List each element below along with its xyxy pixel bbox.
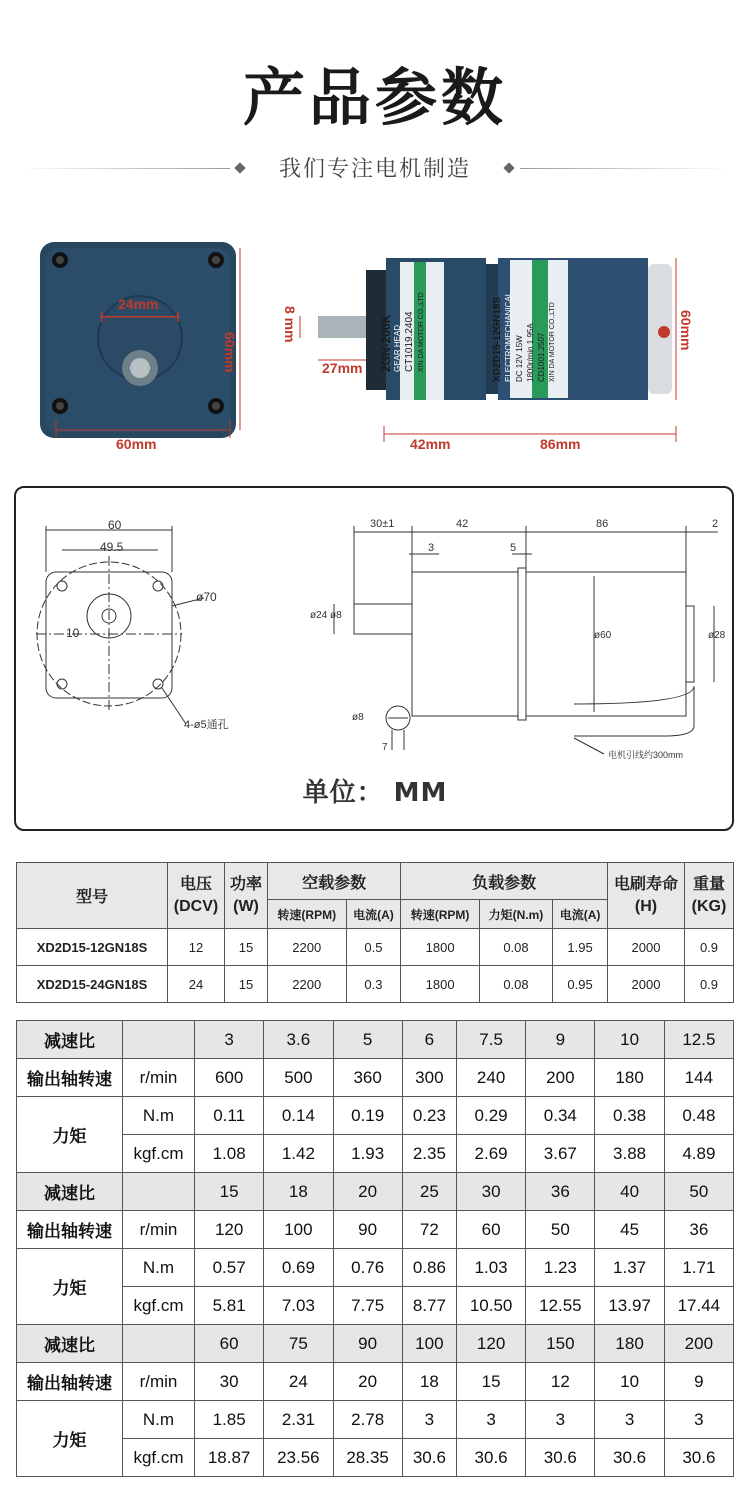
motor-tag: ELECTROMECHANICAL: [504, 291, 513, 382]
th-weight-1: 重量: [692, 875, 725, 893]
th-power: [225, 863, 268, 929]
torque-kgf-value: 1.42: [264, 1135, 333, 1173]
draw-5: 5: [510, 542, 517, 554]
torque-nm-value: 1.03: [456, 1249, 525, 1287]
table-row: [17, 1287, 734, 1325]
th-l-rpm: 转速(RPM): [401, 900, 480, 929]
motor-spec-2: 15W: [515, 335, 524, 352]
table-row: [17, 1439, 734, 1477]
torque-kgf-value: 17.44: [664, 1287, 733, 1325]
torque-nm-value: 0.34: [526, 1097, 595, 1135]
torque-nm-value: 1.71: [664, 1249, 733, 1287]
speed-value: 20: [333, 1363, 402, 1401]
torque-label: 力矩: [17, 1097, 123, 1173]
cell-nl-cur: 0.3: [346, 966, 401, 1003]
th-volt-2: (DCV): [173, 897, 219, 915]
torque-kgf-value: 2.69: [456, 1135, 525, 1173]
motor-brand: XIN DA MOTOR CO.,LTD: [549, 302, 556, 382]
table-row: [17, 1059, 734, 1097]
torque-nm-value: 0.11: [195, 1097, 264, 1135]
draw-2: 2: [712, 518, 719, 530]
motor-model: XD2D15-12GN18S: [492, 296, 503, 382]
table-row: [17, 1401, 734, 1439]
torque-nm-value: 0.19: [333, 1097, 402, 1135]
torque-unit-nm: N.m: [123, 1249, 195, 1287]
table-row: [17, 1173, 734, 1211]
draw-d24: ø24: [310, 610, 328, 621]
draw-d28: ø28: [708, 630, 726, 641]
speed-value: 72: [402, 1211, 456, 1249]
speed-value: 600: [195, 1059, 264, 1097]
speed-value: 10: [595, 1363, 664, 1401]
torque-nm-value: 2.31: [264, 1401, 333, 1439]
ratio-value: 180: [595, 1325, 664, 1363]
table-row: [17, 1249, 734, 1287]
torque-kgf-value: 3.88: [595, 1135, 664, 1173]
torque-kgf-value: 30.6: [402, 1439, 456, 1477]
ratio-value: 20: [333, 1173, 402, 1211]
torque-kgf-value: 30.6: [595, 1439, 664, 1477]
motor-label: [492, 252, 558, 382]
cell-nl-rpm: 2200: [268, 929, 347, 966]
draw-d8: ø8: [330, 610, 342, 621]
cell-model: XD2D15-12GN18S: [17, 929, 168, 966]
torque-nm-value: 2.78: [333, 1401, 402, 1439]
ratio-value: 15: [195, 1173, 264, 1211]
th-weight-2: (KG): [691, 897, 727, 915]
cell-model: XD2D15-24GN18S: [17, 966, 168, 1003]
ratio-value: 30: [456, 1173, 525, 1211]
speed-value: 360: [333, 1059, 402, 1097]
dim-42mm: 42mm: [410, 436, 451, 452]
th-load: 负载参数: [401, 863, 608, 900]
th-nl-cur: 电流(A): [346, 900, 401, 929]
th-l-torque: 力矩(N.m): [479, 900, 552, 929]
cell-power: 15: [225, 929, 268, 966]
ratio-value: 120: [456, 1325, 525, 1363]
ratio-value: 12.5: [664, 1021, 733, 1059]
subtitle-right-line: [520, 168, 730, 169]
torque-nm-value: 0.57: [195, 1249, 264, 1287]
ratio-value: 3: [195, 1021, 264, 1059]
draw-wire: 电机引线约300mm: [608, 750, 684, 760]
ratio-value: 40: [595, 1173, 664, 1211]
draw-7: 7: [382, 742, 388, 753]
speed-value: 24: [264, 1363, 333, 1401]
draw-86: 86: [596, 518, 609, 530]
th-power-1: 功率: [229, 875, 262, 893]
table-row: [17, 966, 734, 1003]
speed-value: 12: [526, 1363, 595, 1401]
ratio-value: 5: [333, 1021, 402, 1059]
cell-nl-rpm: 2200: [268, 966, 347, 1003]
torque-kgf-value: 23.56: [264, 1439, 333, 1477]
torque-nm-value: 0.48: [664, 1097, 733, 1135]
th-nl-rpm: 转速(RPM): [268, 900, 347, 929]
speed-value: 180: [595, 1059, 664, 1097]
speed-unit: r/min: [123, 1211, 195, 1249]
speed-label: 输出轴转速: [17, 1363, 123, 1401]
torque-unit-nm: N.m: [123, 1097, 195, 1135]
torque-label: 力矩: [17, 1401, 123, 1477]
cell-l-torque: 0.08: [479, 966, 552, 1003]
table-row: [17, 1135, 734, 1173]
torque-nm-value: 3: [595, 1401, 664, 1439]
motor-spec-1: DC 12V: [515, 353, 524, 382]
cell-power: 15: [225, 966, 268, 1003]
ratio-label: 减速比: [17, 1173, 123, 1211]
cell-life: 2000: [608, 929, 685, 966]
ratio-value: 150: [526, 1325, 595, 1363]
torque-unit-kgf: kgf.cm: [123, 1439, 195, 1477]
dim-shaft-8mm: 8 mm: [282, 306, 298, 343]
table-row: [17, 929, 734, 966]
torque-kgf-value: 4.89: [664, 1135, 733, 1173]
cell-weight: 0.9: [685, 929, 734, 966]
torque-kgf-value: 30.6: [664, 1439, 733, 1477]
cell-nl-cur: 0.5: [346, 929, 401, 966]
speed-value: 50: [526, 1211, 595, 1249]
table-row: [17, 1211, 734, 1249]
table-row: [17, 1021, 734, 1059]
draw-49-5: 49.5: [100, 540, 124, 554]
th-l-cur: 电流(A): [553, 900, 608, 929]
speed-value: 45: [595, 1211, 664, 1249]
draw-60: 60: [108, 518, 122, 532]
ratio-value: 7.5: [456, 1021, 525, 1059]
torque-kgf-value: 8.77: [402, 1287, 456, 1325]
th-life-2: (H): [634, 897, 658, 915]
torque-kgf-value: 2.35: [402, 1135, 456, 1173]
unit-label: 单位： MM: [302, 778, 448, 808]
speed-value: 240: [456, 1059, 525, 1097]
ratio-value: 50: [664, 1173, 733, 1211]
torque-unit-nm: N.m: [123, 1401, 195, 1439]
ratio-unit-blank: [123, 1325, 195, 1363]
torque-kgf-value: 12.55: [526, 1287, 595, 1325]
draw-42: 42: [456, 518, 469, 530]
ratio-value: 3.6: [264, 1021, 333, 1059]
ratio-value: 18: [264, 1173, 333, 1211]
torque-kgf-value: 10.50: [456, 1287, 525, 1325]
speed-label: 输出轴转速: [17, 1211, 123, 1249]
torque-nm-value: 0.69: [264, 1249, 333, 1287]
motor-spec-3: 1800r/min: [526, 346, 535, 382]
ratio-label: 减速比: [17, 1021, 123, 1059]
draw-3: 3: [428, 542, 435, 554]
cell-l-rpm: 1800: [401, 929, 480, 966]
draw-d60: ø60: [594, 630, 612, 641]
torque-kgf-value: 5.81: [195, 1287, 264, 1325]
dim-motor-height-60mm: 60mm: [678, 310, 694, 351]
gear-model: 2GN-200K: [379, 314, 393, 372]
torque-kgf-value: 7.03: [264, 1287, 333, 1325]
table-row: [17, 1325, 734, 1363]
speed-value: 36: [664, 1211, 733, 1249]
speed-value: 30: [195, 1363, 264, 1401]
cell-l-cur: 1.95: [553, 929, 608, 966]
gear-head-label: [380, 252, 428, 372]
gear-tag: GEAR HEAD: [393, 324, 402, 372]
ratio-value: 25: [402, 1173, 456, 1211]
speed-value: 120: [195, 1211, 264, 1249]
th-model: 型号: [17, 863, 168, 929]
speed-value: 90: [333, 1211, 402, 1249]
ratio-unit-blank: [123, 1021, 195, 1059]
dim-width-60mm: 60mm: [116, 436, 157, 452]
table-row: [17, 1097, 734, 1135]
torque-label: 力矩: [17, 1249, 123, 1325]
ratio-value: 36: [526, 1173, 595, 1211]
torque-kgf-value: 30.6: [526, 1439, 595, 1477]
ratio-value: 75: [264, 1325, 333, 1363]
torque-nm-value: 3: [402, 1401, 456, 1439]
th-life: [608, 863, 685, 929]
ratio-value: 60: [195, 1325, 264, 1363]
torque-nm-value: 0.86: [402, 1249, 456, 1287]
dim-86mm: 86mm: [540, 436, 581, 452]
cell-l-rpm: 1800: [401, 966, 480, 1003]
gear-brand: XIN DA MOTOR CO.,LTD: [418, 292, 425, 372]
ratio-value: 100: [402, 1325, 456, 1363]
spec-table: [16, 862, 734, 1003]
ratio-value: 90: [333, 1325, 402, 1363]
torque-nm-value: 0.23: [402, 1097, 456, 1135]
th-power-2: (W): [233, 897, 259, 915]
speed-value: 300: [402, 1059, 456, 1097]
ratio-value: 10: [595, 1021, 664, 1059]
motor-spec-4: 1.95A: [526, 323, 535, 345]
draw-holes: 4-ø5通孔: [184, 719, 229, 731]
dim-height-60mm: 60mm: [222, 332, 238, 373]
torque-unit-kgf: kgf.cm: [123, 1135, 195, 1173]
speed-value: 100: [264, 1211, 333, 1249]
ratio-value: 200: [664, 1325, 733, 1363]
cell-volt: 12: [168, 929, 225, 966]
th-volt-1: 电压: [179, 875, 212, 893]
speed-value: 144: [664, 1059, 733, 1097]
dim-24mm: 24mm: [118, 296, 159, 312]
motor-photo: [0, 220, 750, 470]
page-title: 产品参数: [242, 61, 507, 134]
speed-label: 输出轴转速: [17, 1059, 123, 1097]
torque-kgf-value: 1.08: [195, 1135, 264, 1173]
torque-nm-value: 3: [526, 1401, 595, 1439]
torque-nm-value: 3: [456, 1401, 525, 1439]
ratio-value: 9: [526, 1021, 595, 1059]
torque-nm-value: 1.37: [595, 1249, 664, 1287]
ratio-value: 6: [402, 1021, 456, 1059]
th-weight: [685, 863, 734, 929]
torque-kgf-value: 1.93: [333, 1135, 402, 1173]
draw-d70: ø70: [196, 590, 217, 604]
torque-nm-value: 0.14: [264, 1097, 333, 1135]
torque-nm-value: 1.85: [195, 1401, 264, 1439]
torque-nm-value: 1.23: [526, 1249, 595, 1287]
dim-shaft-27mm: 27mm: [322, 360, 363, 376]
torque-unit-kgf: kgf.cm: [123, 1287, 195, 1325]
speed-value: 9: [664, 1363, 733, 1401]
cell-l-cur: 0.95: [553, 966, 608, 1003]
th-noload: 空载参数: [268, 863, 401, 900]
cell-l-torque: 0.08: [479, 929, 552, 966]
ratio-table: [16, 1020, 734, 1477]
th-life-1: 电刷寿命: [613, 875, 678, 893]
torque-kgf-value: 28.35: [333, 1439, 402, 1477]
cell-weight: 0.9: [685, 966, 734, 1003]
motor-code: CD1001.2507: [537, 332, 546, 382]
speed-unit: r/min: [123, 1363, 195, 1401]
torque-nm-value: 0.29: [456, 1097, 525, 1135]
draw-d8-key: ø8: [352, 712, 364, 723]
cell-life: 2000: [608, 966, 685, 1003]
draw-30: 30±1: [370, 518, 395, 530]
speed-value: 200: [526, 1059, 595, 1097]
speed-value: 500: [264, 1059, 333, 1097]
speed-value: 60: [456, 1211, 525, 1249]
torque-nm-value: 0.38: [595, 1097, 664, 1135]
ratio-unit-blank: [123, 1173, 195, 1211]
torque-kgf-value: 13.97: [595, 1287, 664, 1325]
th-volt: [168, 863, 225, 929]
speed-unit: r/min: [123, 1059, 195, 1097]
speed-value: 15: [456, 1363, 525, 1401]
draw-10: 10: [66, 626, 80, 640]
ratio-label: 减速比: [17, 1325, 123, 1363]
torque-kgf-value: 18.87: [195, 1439, 264, 1477]
cell-volt: 24: [168, 966, 225, 1003]
torque-kgf-value: 3.67: [526, 1135, 595, 1173]
torque-nm-value: 0.76: [333, 1249, 402, 1287]
page-subtitle: 我们专注电机制造: [278, 157, 471, 182]
speed-value: 18: [402, 1363, 456, 1401]
gear-code: CT1019.2404: [404, 311, 415, 372]
table-row: [17, 1363, 734, 1401]
torque-kgf-value: 30.6: [456, 1439, 525, 1477]
torque-kgf-value: 7.75: [333, 1287, 402, 1325]
torque-nm-value: 3: [664, 1401, 733, 1439]
